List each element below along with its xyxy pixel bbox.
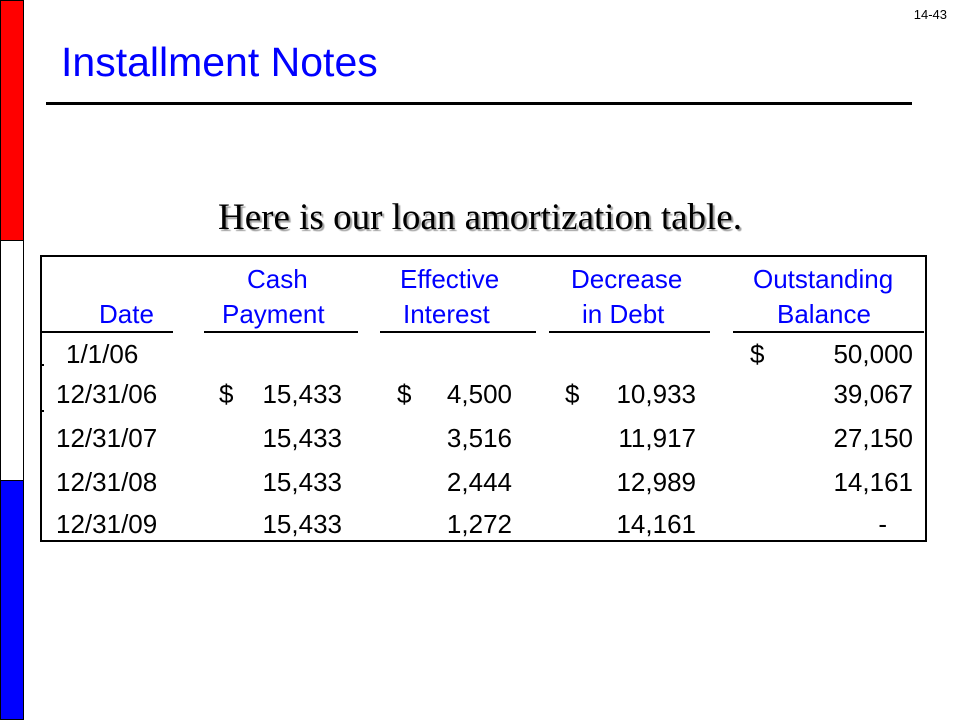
row3-interest: 3,516 [446, 423, 512, 453]
row-divider-tick [40, 410, 44, 412]
row2-interest: 4,500 [446, 379, 512, 409]
row5-date: 12/31/09 [56, 509, 158, 539]
row4-payment: 15,433 [262, 467, 342, 497]
side-bar-blue-segment [0, 480, 24, 720]
header-cash-line1: Cash [247, 264, 308, 294]
row3-balance: 27,150 [833, 423, 913, 453]
row3-date: 12/31/07 [56, 423, 158, 453]
row1-balance-sign: $ [750, 339, 765, 369]
row1-balance: 50,000 [833, 339, 913, 369]
header-rule-decrease [549, 331, 710, 333]
header-rule-date [42, 331, 173, 333]
row4-interest: 2,444 [446, 467, 512, 497]
row5-balance: - [878, 509, 887, 539]
header-rule-payment [204, 331, 358, 333]
slide-subtitle: Here is our loan amortization table. [218, 197, 742, 238]
header-cash-line2: Payment [222, 299, 325, 329]
row3-payment: 15,433 [262, 423, 342, 453]
row5-decrease: 14,161 [616, 509, 696, 539]
row3-decrease: 11,917 [618, 423, 696, 453]
row2-decrease: 10,933 [616, 379, 696, 409]
row2-payment: 15,433 [262, 379, 342, 409]
header-decrease-line1: Decrease [571, 264, 683, 294]
header-interest-line1: Effective [400, 264, 500, 294]
slide-title: Installment Notes [61, 39, 378, 85]
row2-date: 12/31/06 [56, 379, 158, 409]
side-color-bar [0, 0, 24, 720]
row5-payment: 15,433 [262, 509, 342, 539]
amortization-table [40, 255, 927, 542]
header-balance-line2: Balance [777, 299, 871, 329]
row4-decrease: 12,989 [616, 467, 696, 497]
slide-number: 14-43 [913, 7, 947, 22]
header-interest-line2: Interest [403, 299, 490, 329]
row2-interest-sign: $ [397, 379, 412, 409]
row2-decrease-sign: $ [565, 379, 580, 409]
header-decrease-line2: in Debt [582, 299, 665, 329]
title-underline [46, 102, 912, 105]
header-balance-line1: Outstanding [753, 264, 894, 294]
header-date: Date [99, 299, 154, 329]
row2-balance: 39,067 [833, 379, 913, 409]
row4-balance: 14,161 [833, 467, 913, 497]
header-rule-interest [380, 331, 536, 333]
header-rule-balance [733, 331, 924, 333]
row5-interest: 1,272 [446, 509, 512, 539]
row1-date: 1/1/06 [66, 339, 139, 369]
row-divider-tick [40, 364, 44, 366]
row2-payment-sign: $ [219, 379, 234, 409]
row4-date: 12/31/08 [56, 467, 158, 497]
side-bar-white-segment [0, 240, 24, 481]
